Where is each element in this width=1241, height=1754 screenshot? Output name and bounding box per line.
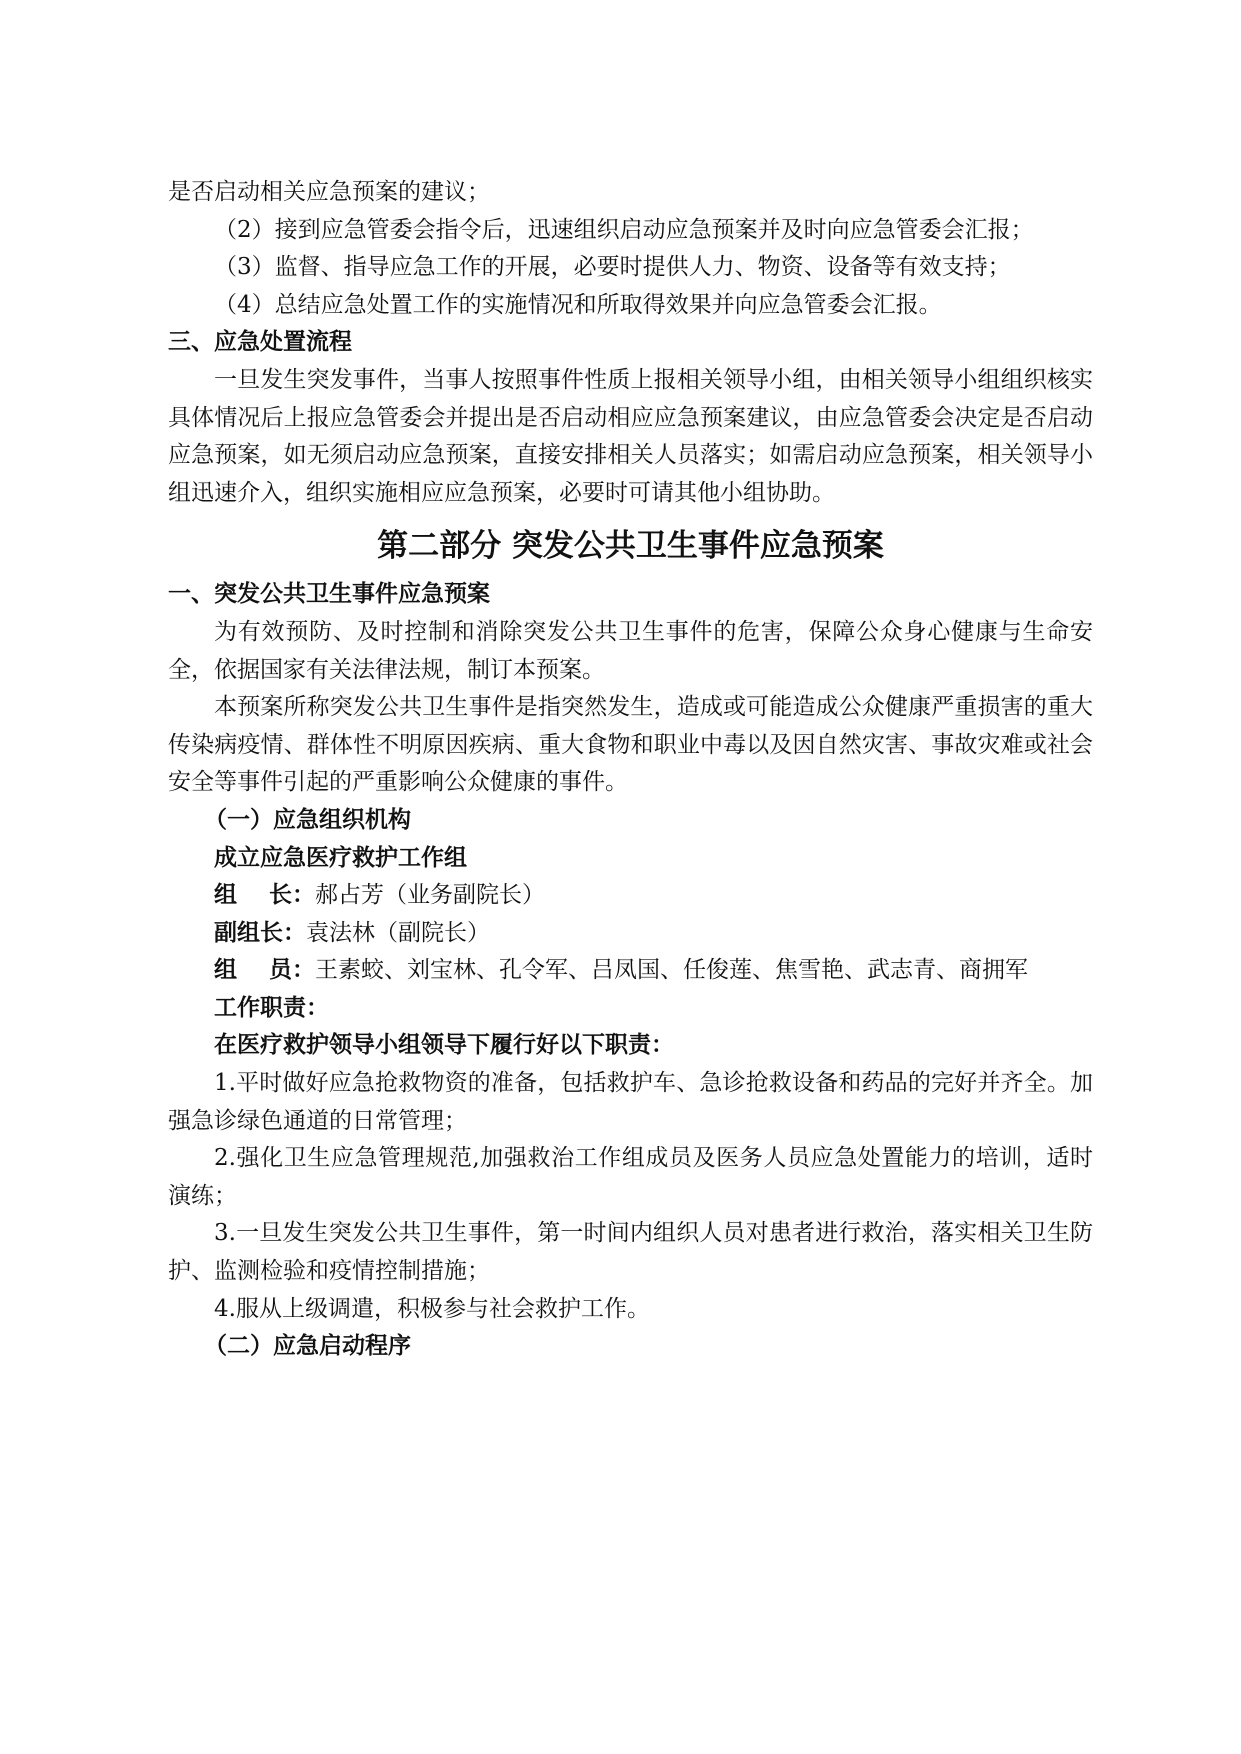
document-body	[168, 174, 1093, 1366]
roster-label: 副组长：	[214, 919, 306, 946]
duty-item: 2.强化卫生应急管理规范,加强救治工作组成员及医务人员应急处置能力的培训，适时演练；	[168, 1145, 1093, 1209]
roster-value: 袁法林（副院长）	[306, 919, 490, 946]
group-title: 成立应急医疗救护工作组	[214, 844, 467, 871]
part-title: 第二部分 突发公共卫生事件应急预案	[377, 528, 884, 565]
roster-label: 组 长：	[214, 882, 316, 909]
roster-value: 王素蛟、刘宝林、孔令军、吕凤国、任俊莲、焦雪艳、武志青、商拥军	[315, 957, 1029, 984]
sub-heading: （一）应急组织机构	[204, 806, 411, 833]
paragraph: 本预案所称突发公共卫生事件是指突然发生，造成或可能造成公众健康严重损害的重大传染病疫情、群体性不明原因疾病、重大食物和职业中毒以及因自然灾害、事故灾难或社会安全等事件引起的严重影响公众健康的事件。	[168, 694, 1093, 796]
duties-title: 工作职责：	[214, 994, 329, 1021]
list-item: （4）总结应急处置工作的实施情况和所取得效果并向应急管委会汇报。	[214, 291, 942, 318]
duty-item: 4.服从上级调遣，积极参与社会救护工作。	[214, 1295, 650, 1322]
roster-value: 郝占芳（业务副院长）	[315, 882, 546, 909]
duty-item: 3.一旦发生突发公共卫生事件，第一时间内组织人员对患者进行救治，落实相关卫生防护、监测检验和疫情控制措施；	[168, 1220, 1093, 1285]
roster-label: 组 员：	[214, 957, 316, 984]
paragraph: 一旦发生突发事件，当事人按照事件性质上报相关领导小组，由相关领导小组组织核实具体情况后上报应急管委会并提出是否启动相应应急预案建议，由应急管委会决定是否启动应急预案，如无须启动应急预案，直接安排相关人员落实；如需启动应急预案，相关领导小组迅速介入，组织实施相应应急预案，必要时可请其他小组协助。	[168, 366, 1093, 506]
duties-lead: 在医疗救护领导小组领导下履行好以下职责：	[214, 1032, 674, 1059]
roster-deputy	[214, 915, 1093, 953]
section-heading: 一、突发公共卫生事件应急预案	[168, 581, 490, 608]
list-item: （2）接到应急管委会指令后，迅速组织启动应急预案并及时向应急管委会汇报；	[214, 216, 1034, 243]
sub-heading: （二）应急启动程序	[204, 1333, 411, 1360]
text-line: 是否启动相关应急预案的建议；	[168, 179, 490, 205]
roster-members	[214, 952, 1093, 990]
list-item: （3）监督、指导应急工作的开展，必要时提供人力、物资、设备等有效支持；	[214, 254, 1011, 281]
roster-leader	[214, 877, 1093, 915]
duty-item: 1.平时做好应急抢救物资的准备，包括救护车、急诊抢救设备和药品的完好并齐全。加强急诊绿色通道的日常管理；	[168, 1070, 1093, 1134]
paragraph: 为有效预防、及时控制和消除突发公共卫生事件的危害，保障公众身心健康与生命安全，依据国家有关法律法规，制订本预案。	[168, 618, 1093, 683]
section-heading: 三、应急处置流程	[168, 329, 352, 356]
